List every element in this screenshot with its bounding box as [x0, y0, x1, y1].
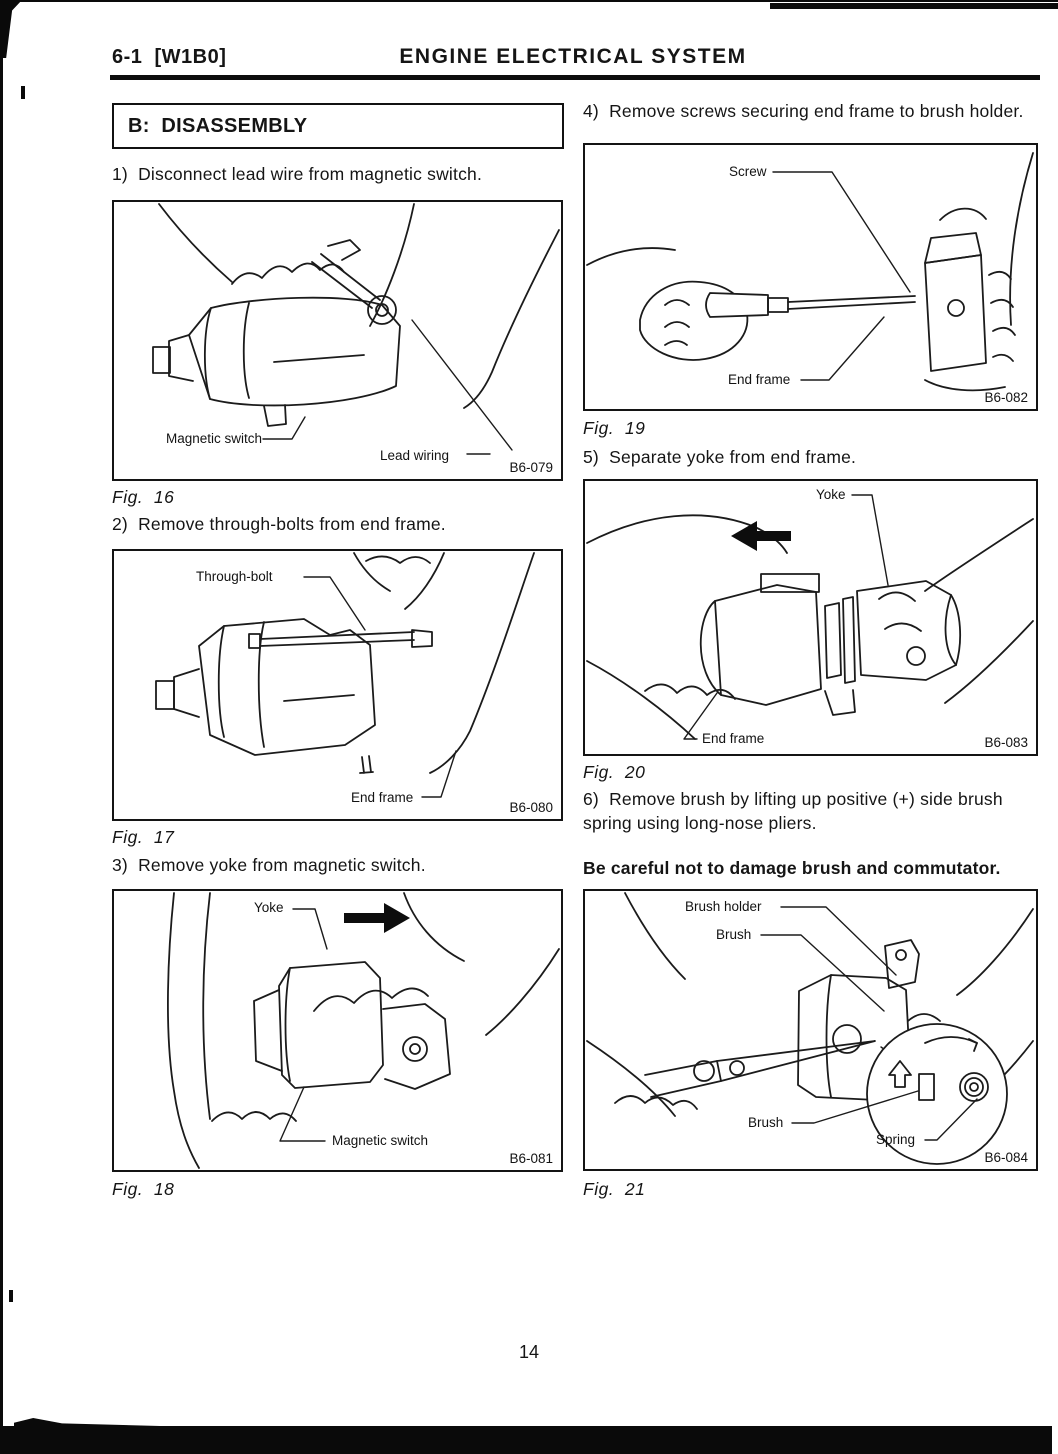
figure-16-label-magnetic-switch: Magnetic switch — [166, 431, 263, 446]
step-5: 5) Separate yoke from end frame. — [583, 447, 857, 467]
page-header-section: 6-1 [W1B0] — [112, 46, 227, 68]
figure-21-label-brush-inset: Brush — [748, 1115, 784, 1130]
step-1: 1) Disconnect lead wire from magnetic switch. — [112, 164, 483, 184]
figure-20-caption: Fig. 20 — [583, 762, 646, 782]
scan-tick-bottom — [9, 1290, 13, 1302]
scan-edge-bottom — [0, 1426, 1052, 1454]
figure-20-code: B6-083 — [984, 735, 1028, 750]
figure-16-caption: Fig. 16 — [112, 487, 175, 507]
scan-corner-mark — [0, 0, 22, 58]
figure-19 — [583, 143, 1038, 411]
figure-17-caption: Fig. 17 — [112, 827, 175, 847]
figure-19-caption: Fig. 19 — [583, 418, 646, 438]
figure-21-code: B6-084 — [984, 1150, 1028, 1165]
caution-text: Be careful not to damage brush and commutator. — [583, 858, 1001, 878]
figure-20-label-yoke: Yoke — [816, 487, 846, 502]
step-2: 2) Remove through-bolts from end frame. — [112, 514, 446, 534]
figure-20 — [583, 479, 1038, 756]
figure-16-label-lead-wiring: Lead wiring — [380, 448, 450, 463]
figure-21-label-spring: Spring — [876, 1132, 916, 1147]
scan-tick-top — [21, 86, 25, 99]
step-4: 4) Remove screws securing end frame to brush holder. — [583, 101, 1024, 121]
figure-20-illustration — [585, 481, 1036, 754]
header-rule — [110, 75, 1040, 80]
figure-18-code: B6-081 — [509, 1151, 553, 1166]
figure-17-code: B6-080 — [509, 800, 553, 815]
figure-18-caption: Fig. 18 — [112, 1179, 175, 1199]
figure-19-code: B6-082 — [984, 390, 1028, 405]
figure-19-illustration — [585, 145, 1036, 409]
figure-21-label-brush-holder: Brush holder — [685, 899, 762, 914]
step-3: 3) Remove yoke from magnetic switch. — [112, 855, 426, 875]
step-6: 6) Remove brush by lifting up positive (+) side brush spring using long-nose pliers. — [583, 789, 1008, 833]
section-heading-box — [112, 103, 564, 149]
figure-20-label-end-frame: End frame — [702, 731, 765, 746]
figure-17-illustration — [114, 551, 561, 819]
figure-19-label-end-frame: End frame — [728, 372, 791, 387]
section-heading: B: DISASSEMBLY — [128, 114, 308, 137]
figure-19-label-screw: Screw — [729, 164, 767, 179]
figure-21-illustration — [585, 891, 1036, 1169]
figure-18-label-yoke: Yoke — [254, 900, 284, 915]
figure-21-caption: Fig. 21 — [583, 1179, 646, 1199]
figure-17 — [112, 549, 563, 821]
figure-16 — [112, 200, 563, 481]
scan-edge-bottom-bump — [14, 1418, 174, 1430]
figure-18 — [112, 889, 563, 1172]
scan-edge-top-right — [770, 3, 1058, 9]
page-header-title: ENGINE ELECTRICAL SYSTEM — [399, 45, 747, 68]
figure-21 — [583, 889, 1038, 1171]
scan-edge-left — [0, 0, 3, 1454]
figure-18-illustration — [114, 891, 561, 1170]
figure-16-code: B6-079 — [509, 460, 553, 475]
figure-21-label-brush: Brush — [716, 927, 752, 942]
page-number: 14 — [518, 1342, 540, 1362]
figure-17-label-through-bolt: Through-bolt — [196, 569, 273, 584]
figure-18-label-magnetic-switch: Magnetic switch — [332, 1133, 429, 1148]
scan-edge-top — [0, 0, 1058, 2]
figure-17-label-end-frame: End frame — [351, 790, 414, 805]
